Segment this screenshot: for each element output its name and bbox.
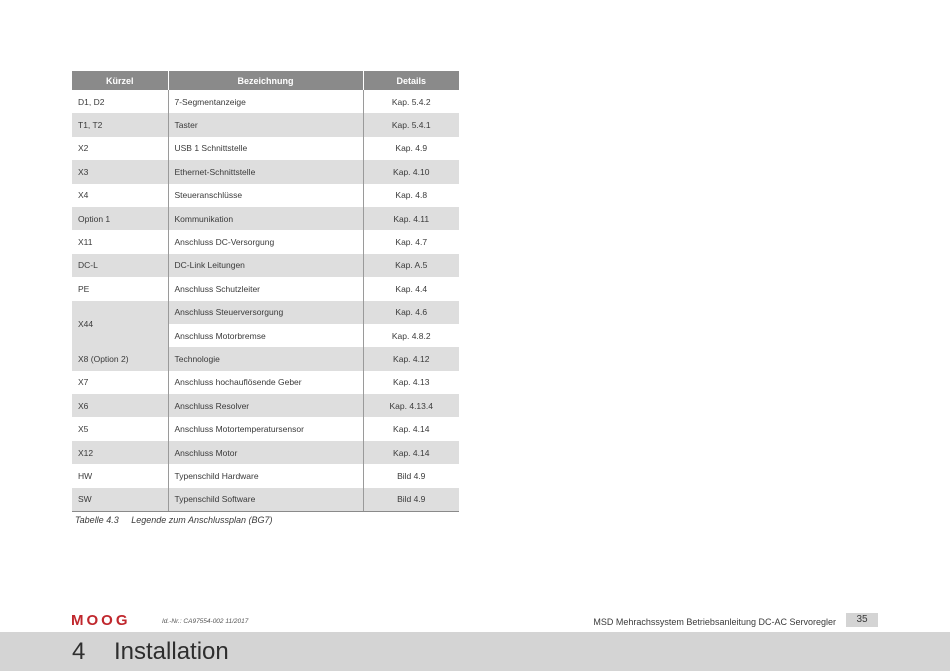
- cell-details: Kap. 4.13.4: [363, 394, 459, 417]
- cell-bezeichnung: Anschluss Resolver: [168, 394, 363, 417]
- table-row: [72, 277, 459, 300]
- table-row: [72, 113, 459, 136]
- connection-legend-table: [72, 71, 459, 512]
- table-row: [72, 488, 459, 512]
- cell-kurzel: X8 (Option 2): [72, 347, 168, 370]
- table-row: [72, 441, 459, 464]
- table-row: [72, 207, 459, 230]
- cell-details: Kap. 4.6: [363, 301, 459, 324]
- table-row: [72, 394, 459, 417]
- cell-kurzel: X3: [72, 160, 168, 183]
- cell-details: Kap. 4.14: [363, 441, 459, 464]
- table-row: [72, 230, 459, 253]
- table-row: [72, 184, 459, 207]
- page-number: 35: [846, 613, 878, 627]
- cell-kurzel: X12: [72, 441, 168, 464]
- cell-kurzel: X6: [72, 394, 168, 417]
- cell-kurzel: X7: [72, 371, 168, 394]
- table-row: [72, 464, 459, 487]
- cell-details: Kap. A.5: [363, 254, 459, 277]
- cell-kurzel: PE: [72, 277, 168, 300]
- cell-kurzel: X4: [72, 184, 168, 207]
- cell-kurzel: X2: [72, 137, 168, 160]
- cell-kurzel: SW: [72, 488, 168, 512]
- cell-bezeichnung: Technologie: [168, 347, 363, 370]
- header-bezeichnung: Bezeichnung: [168, 71, 363, 90]
- cell-details: Kap. 4.14: [363, 417, 459, 440]
- cell-kurzel: D1, D2: [72, 90, 168, 113]
- cell-kurzel: X11: [72, 230, 168, 253]
- cell-details: Kap. 4.8.2: [363, 324, 459, 347]
- table-row: [72, 301, 459, 324]
- table-row: [72, 347, 459, 370]
- document-id: Id.-Nr.: CA97554-002 11/2017: [162, 618, 249, 625]
- cell-details: Kap. 4.12: [363, 347, 459, 370]
- cell-bezeichnung: Anschluss Steuerversorgung: [168, 301, 363, 324]
- cell-details: Kap. 4.9: [363, 137, 459, 160]
- cell-bezeichnung: 7-Segmentanzeige: [168, 90, 363, 113]
- cell-bezeichnung: Typenschild Software: [168, 488, 363, 512]
- cell-bezeichnung: Anschluss hochauflösende Geber: [168, 371, 363, 394]
- cell-details: Bild 4.9: [363, 464, 459, 487]
- cell-details: Kap. 4.10: [363, 160, 459, 183]
- cell-bezeichnung: Anschluss Motor: [168, 441, 363, 464]
- cell-bezeichnung: DC-Link Leitungen: [168, 254, 363, 277]
- cell-details: Bild 4.9: [363, 488, 459, 512]
- cell-kurzel: X5: [72, 417, 168, 440]
- cell-kurzel: T1, T2: [72, 113, 168, 136]
- cell-bezeichnung: Anschluss Schutzleiter: [168, 277, 363, 300]
- cell-details: Kap. 4.7: [363, 230, 459, 253]
- cell-bezeichnung: Anschluss DC-Versorgung: [168, 230, 363, 253]
- chapter-number: 4: [72, 638, 86, 665]
- cell-details: Kap. 4.8: [363, 184, 459, 207]
- caption-number: Tabelle 4.3: [75, 515, 119, 525]
- table-row: [72, 417, 459, 440]
- cell-kurzel: X44: [72, 301, 168, 348]
- cell-details: Kap. 4.11: [363, 207, 459, 230]
- table-header-row: [72, 71, 459, 90]
- cell-bezeichnung: Taster: [168, 113, 363, 136]
- moog-logo: MOOG: [71, 612, 131, 629]
- cell-bezeichnung: Steueranschlüsse: [168, 184, 363, 207]
- document-title: MSD Mehrachssystem Betriebsanleitung DC-AC Servoregler: [593, 617, 836, 627]
- cell-kurzel: Option 1: [72, 207, 168, 230]
- cell-details: Kap. 4.13: [363, 371, 459, 394]
- cell-bezeichnung: Anschluss Motortemperatursensor: [168, 417, 363, 440]
- connection-legend-table-wrap: [72, 71, 459, 512]
- cell-bezeichnung: Anschluss Motorbremse: [168, 324, 363, 347]
- cell-kurzel: DC-L: [72, 254, 168, 277]
- table-row: [72, 137, 459, 160]
- cell-details: Kap. 4.4: [363, 277, 459, 300]
- table-caption: [75, 515, 272, 525]
- table-row: [72, 254, 459, 277]
- table-row: [72, 160, 459, 183]
- header-details: Details: [363, 71, 459, 90]
- caption-text: Legende zum Anschlussplan (BG7): [131, 515, 273, 525]
- cell-bezeichnung: USB 1 Schnittstelle: [168, 137, 363, 160]
- cell-bezeichnung: Kommunikation: [168, 207, 363, 230]
- cell-bezeichnung: Typenschild Hardware: [168, 464, 363, 487]
- table-row: [72, 90, 459, 113]
- table-row: [72, 371, 459, 394]
- cell-kurzel: HW: [72, 464, 168, 487]
- cell-details: Kap. 5.4.2: [363, 90, 459, 113]
- cell-details: Kap. 5.4.1: [363, 113, 459, 136]
- cell-bezeichnung: Ethernet-Schnittstelle: [168, 160, 363, 183]
- header-kurzel: Kürzel: [72, 71, 168, 90]
- chapter-title: Installation: [114, 638, 229, 665]
